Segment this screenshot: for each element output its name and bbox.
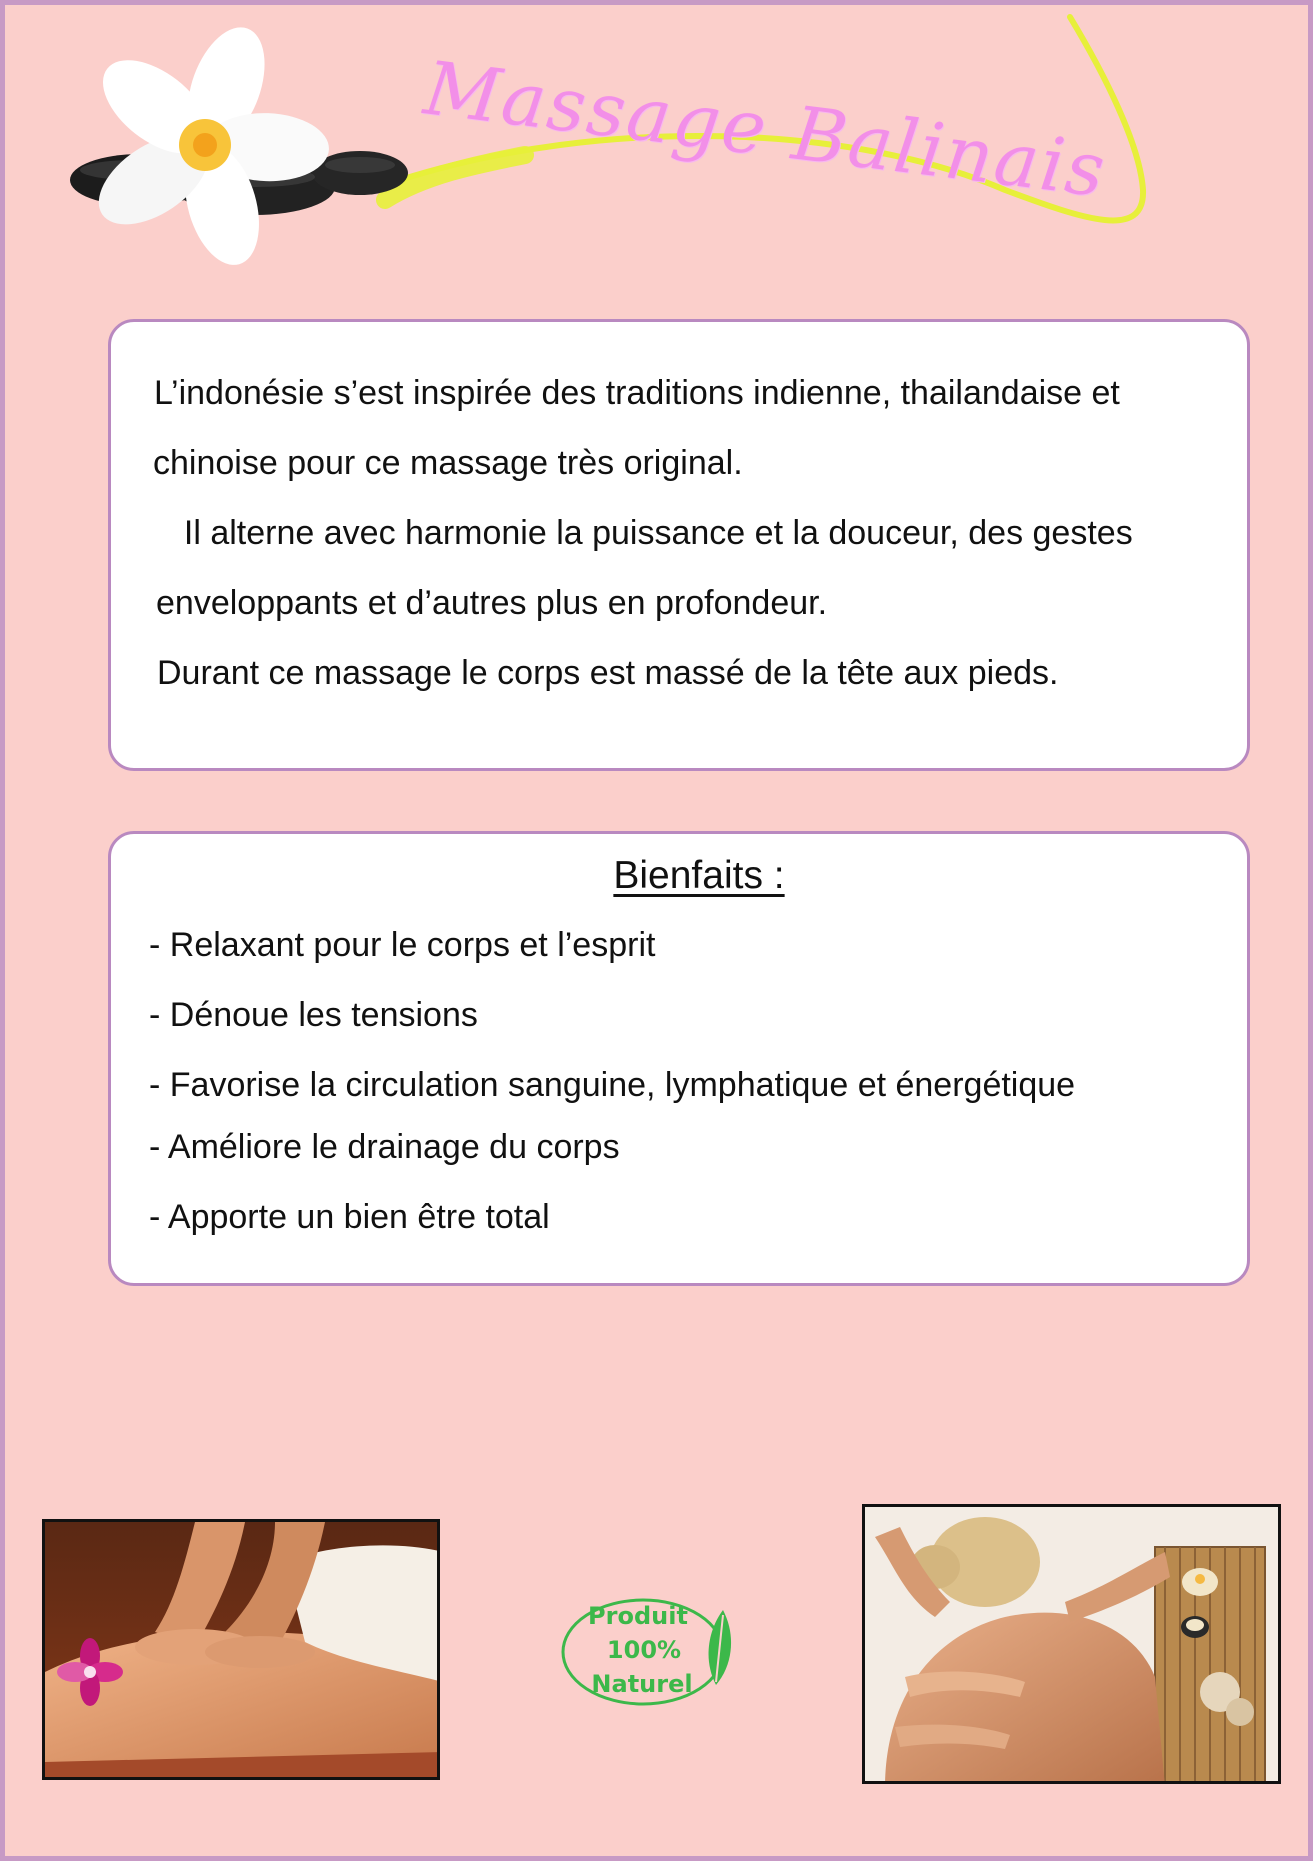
benefits-heading: Bienfaits : bbox=[613, 854, 785, 897]
intro-line: enveloppants et d’autres plus en profondeur. bbox=[156, 584, 828, 622]
massage-photo-left bbox=[42, 1519, 440, 1780]
intro-line: Il alterne avec harmonie la puissance et la douceur, des gestes bbox=[165, 514, 1133, 552]
natural-product-badge bbox=[558, 1590, 742, 1710]
benefit-item: - Dénoue les tensions bbox=[149, 996, 478, 1034]
benefit-item: - Relaxant pour le corps et l’esprit bbox=[149, 926, 656, 964]
badge-line: Naturel bbox=[591, 1670, 693, 1698]
intro-box bbox=[108, 319, 1250, 771]
intro-line: L’indonésie s’est inspirée des traditions indienne, thailandaise et bbox=[154, 374, 1120, 412]
benefit-item: - Apporte un bien être total bbox=[149, 1198, 550, 1236]
frangipani-flower-icon bbox=[83, 17, 330, 265]
badge-line: 100% bbox=[606, 1636, 682, 1664]
badge-line: Produit bbox=[588, 1602, 688, 1630]
intro-line: Durant ce massage le corps est massé de la tête aux pieds. bbox=[157, 654, 1059, 692]
intro-line: chinoise pour ce massage très original. bbox=[153, 444, 743, 482]
benefits-box bbox=[108, 831, 1250, 1286]
massage-photo-right bbox=[862, 1504, 1281, 1784]
page-title: Massage Balinais bbox=[419, 45, 1112, 215]
benefit-item: - Améliore le drainage du corps bbox=[149, 1128, 620, 1166]
benefit-item: - Favorise la circulation sanguine, lymphatique et énergétique bbox=[149, 1066, 1076, 1104]
